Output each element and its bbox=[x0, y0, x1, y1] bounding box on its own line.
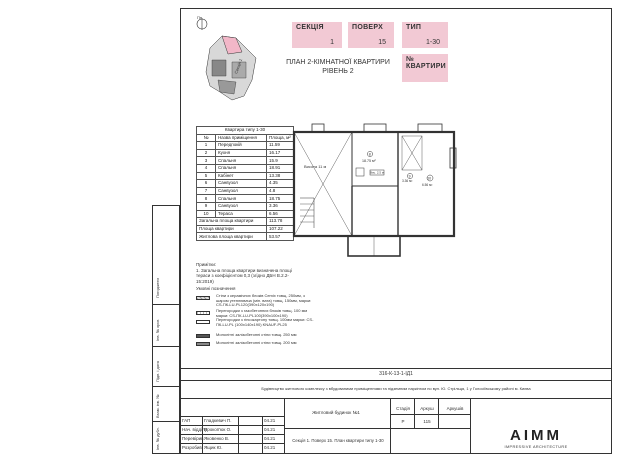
floor-label: ПОВЕРХ bbox=[352, 24, 384, 31]
role-date: 04.21 bbox=[264, 418, 276, 423]
room-area-table bbox=[196, 126, 294, 241]
room-area: 13.38 bbox=[267, 172, 294, 180]
section-label: СЕКЦІЯ bbox=[296, 24, 324, 31]
room-number: 10 bbox=[197, 210, 216, 218]
table-header: Назва приміщення bbox=[216, 134, 267, 142]
table-row bbox=[197, 195, 294, 203]
company-tagline: IMPRESSIVE ARCHITECTURE bbox=[504, 445, 568, 449]
legend-swatch bbox=[196, 342, 210, 346]
total-value: 107.22 bbox=[267, 225, 294, 233]
notes-title: Примітки: bbox=[196, 262, 217, 267]
total-label: Площа квартири bbox=[197, 225, 267, 233]
plan-title-line1: ПЛАН 2-КІМНАТНОЇ КВАРТИРИ bbox=[286, 59, 390, 66]
notes-text: 1. Загальна площа квартири визначена площі тераси з коефіцієнтом 0,3 (згідно ДБН В.2.2-15:2019) bbox=[196, 267, 292, 284]
room-area: 4.8 bbox=[267, 187, 294, 195]
table-row bbox=[197, 202, 294, 210]
legend-item: Монолітні залізобетонні стіни товщ. 200 мм bbox=[216, 340, 297, 345]
apartment-number-box bbox=[402, 54, 448, 82]
room-number: 1 bbox=[197, 142, 216, 150]
stage-value: Р bbox=[401, 419, 405, 424]
room-name: Санвузол bbox=[216, 187, 267, 195]
title-block bbox=[180, 368, 612, 454]
room-number: 9 bbox=[197, 202, 216, 210]
role-person: Ящик Ю. bbox=[204, 445, 223, 450]
north-label: Пн bbox=[197, 16, 203, 20]
legend-item: Монолітні залізобетонні стіни товщ. 250 мм bbox=[216, 332, 297, 337]
room-area: 6.56 bbox=[267, 210, 294, 218]
type-box bbox=[402, 22, 448, 48]
legend-swatch bbox=[196, 334, 210, 338]
table-row bbox=[197, 210, 294, 218]
room-number: 8 bbox=[197, 195, 216, 203]
role-date: 04.21 bbox=[264, 445, 276, 450]
object-name: Житловий будинок №1 bbox=[312, 410, 360, 415]
type-value: 1-30 bbox=[425, 39, 440, 46]
room-8-area: 18.75 м² bbox=[362, 159, 376, 163]
room-8-number: 8 bbox=[368, 152, 371, 157]
total-label: Загальна площа квартири bbox=[197, 218, 267, 226]
legend-title: Умовні позначення bbox=[196, 286, 236, 291]
strip-label: Погоджено bbox=[155, 277, 160, 298]
total-row bbox=[197, 233, 294, 241]
wall-label: Вис. 2.5 м bbox=[370, 170, 384, 175]
room-area: 16.17 bbox=[267, 149, 294, 157]
strip-label: Підп. і дата bbox=[155, 361, 160, 382]
room-area: 4.35 bbox=[267, 180, 294, 188]
total-label: Житлова площа квартири bbox=[197, 233, 267, 241]
side-stamp-strip bbox=[152, 205, 180, 454]
role-title: Розробив bbox=[182, 445, 202, 450]
total-value: 113.78 bbox=[267, 218, 294, 226]
room-area: 18.91 bbox=[267, 164, 294, 172]
table-caption: Квартира типу 1-30 bbox=[197, 127, 294, 135]
room-name: Кухня bbox=[216, 149, 267, 157]
section-mark: Секція 1 bbox=[233, 58, 244, 75]
room-name: Спальня bbox=[216, 157, 267, 165]
room-9-number: 9 bbox=[408, 174, 411, 179]
sheet-title: Секція 1. Поверх 15. План квартири типу 1-30 bbox=[292, 438, 384, 443]
plan-title-line2: РІВЕНЬ 2 bbox=[322, 68, 354, 75]
role-date: 04.21 bbox=[264, 436, 276, 441]
table-row bbox=[197, 187, 294, 195]
room-area: 3.36 bbox=[267, 202, 294, 210]
role-title: Нач. відділу bbox=[182, 427, 208, 432]
legend bbox=[196, 286, 316, 352]
table-row bbox=[197, 180, 294, 188]
legend-swatch bbox=[196, 320, 210, 324]
room-area: 15.9 bbox=[267, 157, 294, 165]
room-10-number: 10 bbox=[427, 176, 431, 181]
section-value: 1 bbox=[330, 39, 334, 46]
table-header: № bbox=[197, 134, 216, 142]
company-logo: AIMM bbox=[510, 427, 562, 444]
room-name: Санвузол bbox=[216, 180, 267, 188]
room-10-area: 6.56 м² bbox=[422, 183, 433, 187]
legend-item: Перегородки з газобетонних блоків товщ. 100 мм марки: CS-ПК-LU-PL100(390x100x190) bbox=[216, 308, 308, 318]
legend-item: Стіни з керамічних блоків Cemix товщ. 250мм, з шаром утеплювача (мін. вата) товщ. 150мм, марки: CS-ПК-LU-PL120(390x120x190) bbox=[216, 293, 312, 308]
room-number: 4 bbox=[197, 164, 216, 172]
strip-label: Інв. № дубл. bbox=[155, 426, 160, 450]
role-title: Перевірив bbox=[182, 436, 204, 441]
floor-plan bbox=[290, 118, 460, 260]
sheet-value: 115 bbox=[423, 419, 431, 424]
role-person: Гладкевич П. bbox=[204, 418, 232, 423]
notes bbox=[196, 262, 296, 284]
room-name: Кабінет bbox=[216, 172, 267, 180]
total-row bbox=[197, 225, 294, 233]
strip-label: Взам. інв. № bbox=[155, 394, 160, 418]
room-name: Санвузол bbox=[216, 202, 267, 210]
floor-value: 15 bbox=[378, 39, 386, 46]
room-number: 7 bbox=[197, 187, 216, 195]
section-box bbox=[292, 22, 342, 48]
strip-label: Інв. № ориг. bbox=[155, 319, 160, 341]
room-number: 3 bbox=[197, 157, 216, 165]
role-title: ГАП bbox=[182, 418, 191, 423]
type-label: ТИП bbox=[406, 24, 422, 31]
table-row bbox=[197, 172, 294, 180]
room-name: Спальня bbox=[216, 195, 267, 203]
room-9-area: 3.36 м² bbox=[402, 179, 413, 183]
void-label: Висота 11 м bbox=[304, 164, 327, 169]
key-plan bbox=[192, 16, 272, 102]
role-date: 04.21 bbox=[264, 427, 276, 432]
legend-swatch bbox=[196, 311, 210, 315]
legend-item: Перегородки з гіпсокартону товщ. 100мм марки: CS-ПК-LU-PL (100x140x190) KNAUF-PL25 bbox=[216, 317, 314, 327]
total-row bbox=[197, 218, 294, 226]
project-description: Будівництво житлового комплексу з вбудованими приміщеннями та підземним паркінгом по вул. Ю. Стрільця, 1 у Голосіївському районі м. Києва bbox=[261, 386, 531, 391]
sheets-label: Аркушів bbox=[446, 406, 464, 411]
room-number: 5 bbox=[197, 172, 216, 180]
room-number: 2 bbox=[197, 149, 216, 157]
table-row bbox=[197, 149, 294, 157]
room-number: 6 bbox=[197, 180, 216, 188]
apartment-number-label: № КВАРТИРИ bbox=[406, 56, 447, 70]
table-row bbox=[197, 164, 294, 172]
room-name: Тераса bbox=[216, 210, 267, 218]
legend-swatch bbox=[196, 296, 210, 300]
floor-box bbox=[348, 22, 394, 48]
stage-label: Стадія bbox=[396, 406, 410, 411]
role-person: Яковенко В. bbox=[204, 436, 230, 441]
table-row bbox=[197, 157, 294, 165]
table-row bbox=[197, 142, 294, 150]
room-name: Спальня bbox=[216, 164, 267, 172]
table-header: Площа, м² bbox=[267, 134, 294, 142]
sheet-label: Аркуш bbox=[420, 406, 434, 411]
plan-title bbox=[278, 58, 398, 76]
room-area: 11.59 bbox=[267, 142, 294, 150]
document-code: 316-К-13-1-ІД1 bbox=[379, 371, 413, 377]
role-person: Прокоп'юк О. bbox=[204, 427, 232, 432]
room-name: Передпокій bbox=[216, 142, 267, 150]
room-area: 18.75 bbox=[267, 195, 294, 203]
total-value: 53.57 bbox=[267, 233, 294, 241]
